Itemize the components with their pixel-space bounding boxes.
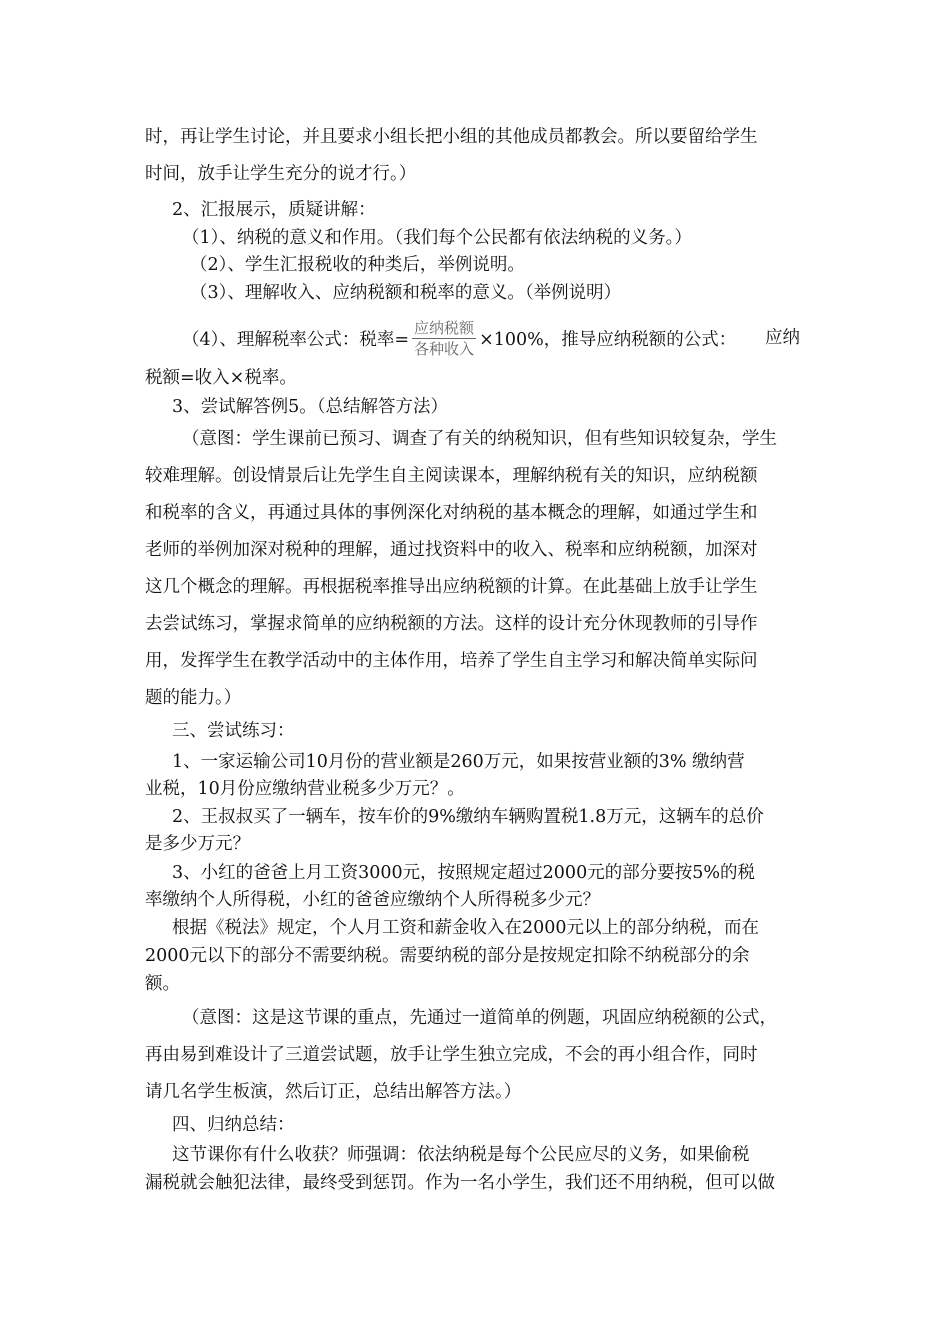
fraction-numerator: 应纳税额 xyxy=(414,318,475,337)
paragraph-line: 3、小红的爸爸上月工资3000元，按照规定超过2000元的部分要按5%的税 xyxy=(172,863,755,883)
section-heading: 三、尝试练习： xyxy=(172,721,295,741)
formula-tail: 应纳 xyxy=(765,328,800,348)
formula-suffix: ×100%，推导应纳税额的公式： xyxy=(479,329,737,350)
fraction-denominator: 各种收入 xyxy=(414,339,475,358)
paragraph-line: 这几个概念的理解。再根据税率推导出应纳税额的计算。在此基础上放手让学生 xyxy=(145,577,758,597)
paragraph-line: 用，发挥学生在教学活动中的主体作用，培养了学生自主学习和解决简单实际问 xyxy=(145,651,758,671)
paragraph-line: 2000元以下的部分不需要纳税。需要纳税的部分是按规定扣除不纳税部分的余 xyxy=(145,946,750,966)
list-item: （1）、纳税的意义和作用。（我们每个公民都有依法纳税的义务。） xyxy=(182,228,692,248)
paragraph-line: 较难理解。创设情景后让先学生自主阅读课本，理解纳税有关的知识，应纳税额 xyxy=(145,466,758,486)
tax-rate-formula xyxy=(182,316,736,360)
list-item: （2）、学生汇报税收的种类后，举例说明。 xyxy=(190,255,525,275)
paragraph-line: 是多少万元？ xyxy=(145,834,250,854)
paragraph-line: 业税，10月份应缴纳营业税多少万元？。 xyxy=(145,779,465,799)
paragraph-line: 1、一家运输公司10月份的营业额是260万元，如果按营业额的3% 缴纳营 xyxy=(172,752,745,772)
paragraph-line: 去尝试练习，掌握求简单的应纳税额的方法。这样的设计充分休现教师的引导作 xyxy=(145,614,758,634)
formula-prefix: （4）、理解税率公式：税率= xyxy=(182,329,410,350)
paragraph-line: 请几名学生板演，然后订正，总结出解答方法。） xyxy=(145,1082,522,1102)
paragraph-line: 根据《税法》规定，个人月工资和薪金收入在2000元以上的部分纳税，而在 xyxy=(172,918,760,938)
paragraph-line: 题的能力。） xyxy=(145,688,242,708)
paragraph-line: 再由易到难设计了三道尝试题，放手让学生独立完成，不会的再小组合作，同时 xyxy=(145,1045,758,1065)
paragraph-line: 老师的举例加深对税种的理解，通过找资料中的收入、税率和应纳税额，加深对 xyxy=(145,540,758,560)
paragraph-line: 时间，放手让学生充分的说才行。） xyxy=(145,164,417,184)
paragraph-line: 和税率的含义，再通过具体的事例深化对纳税的基本概念的理解，如通过学生和 xyxy=(145,503,758,523)
formula-fraction xyxy=(412,319,476,358)
paragraph-line: 率缴纳个人所得税，小红的爸爸应缴纳个人所得税多少元？ xyxy=(145,890,600,910)
paragraph-line: 时，再让学生讨论，并且要求小组长把小组的其他成员都教会。所以要留给学生 xyxy=(145,127,758,147)
section-heading: 四、归纳总结： xyxy=(172,1115,295,1135)
paragraph-line: （意图：学生课前已预习、调查了有关的纳税知识，但有些知识较复杂，学生 xyxy=(182,429,777,449)
paragraph-line: 2、王叔叔买了一辆车，按车价的9%缴纳车辆购置税1.8万元，这辆车的总价 xyxy=(172,807,764,827)
section-heading: 3、尝试解答例5。（总结解答方法） xyxy=(172,397,449,417)
paragraph-line: 额。 xyxy=(145,974,180,994)
paragraph-line: 税额=收入×税率。 xyxy=(145,368,297,388)
list-item: （3）、理解收入、应纳税额和税率的意义。（举例说明） xyxy=(190,283,622,303)
paragraph-line: 这节课你有什么收获？师强调：依法纳税是每个公民应尽的义务，如果偷税 xyxy=(172,1145,750,1165)
paragraph-line: 漏税就会触犯法律，最终受到惩罚。作为一名小学生，我们还不用纳税，但可以做 xyxy=(145,1173,775,1193)
section-heading: 2、汇报展示，质疑讲解： xyxy=(172,200,376,220)
paragraph-line: （意图：这是这节课的重点，先通过一道简单的例题，巩固应纳税额的公式， xyxy=(182,1008,777,1028)
